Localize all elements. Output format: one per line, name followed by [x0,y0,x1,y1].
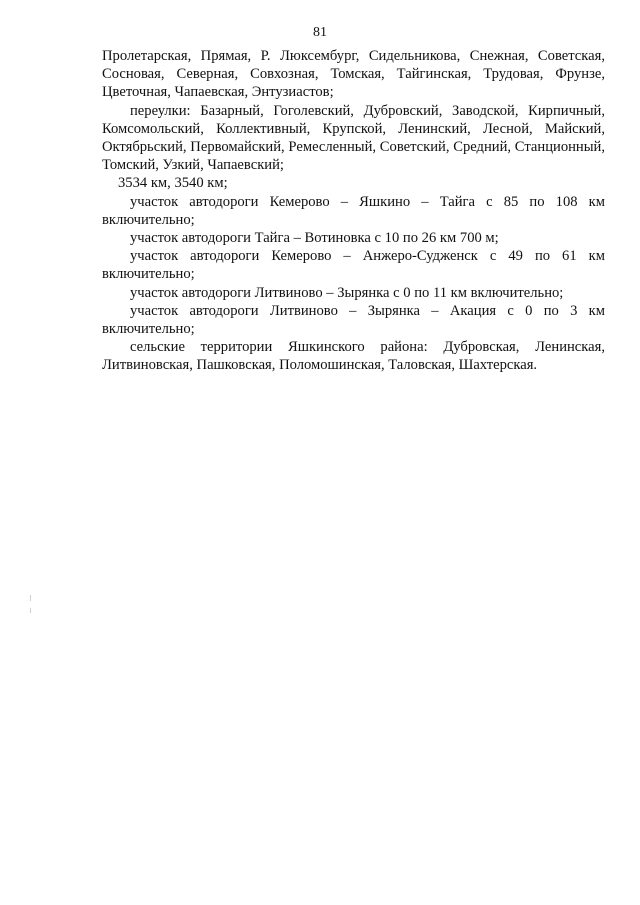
street-list-continuation: Пролетарская, Прямая, Р. Люксембург, Сидельникова, Снежная, Советская, Сосновая, Северная, Совхозная, Томская, Тайгинская, Трудовая, Фрунзе, Цветочная, Чапаевская, Энтузиастов; [102,48,605,101]
scan-margin-mark [30,608,31,613]
rural-territories: сельские территории Яшкинского района: Дубровская, Ленинская, Литвиновская, Пашковская, Поломошинская, Таловская, Шахтерская. [102,339,605,374]
road-section-kemerovo-yashkino-taiga: участок автодороги Кемерово – Яшкино – Тайга с 85 по 108 км включительно; [102,193,605,228]
lanes-list: переулки: Базарный, Гоголевский, Дубровский, Заводской, Кирпичный, Комсомольский, Коллективный, Крупской, Ленинский, Лесной, Майский, Октябрьский, Первомайский, Ремесленный, Советский, Средний, Станционный, Томский, Узкий, Чапаевский; [102,102,605,174]
scan-margin-mark [30,595,31,601]
railway-km-points: 3534 км, 3540 км; [118,175,228,192]
document-body [102,47,605,375]
road-section-litvinovo-zyryanka-akatsiya: участок автодороги Литвиново – Зырянка – Акация с 0 по 3 км включительно; [102,302,605,338]
road-section-kemerovo-anzhero-sudzhensk: участок автодороги Кемерово – Анжеро-Судженск с 49 по 61 км включительно; [102,248,605,283]
page-number: 81 [313,25,327,40]
road-section-litvinovo-zyryanka: участок автодороги Литвиново – Зырянка с 0 по 11 км включительно; [130,284,564,301]
road-section-taiga-votinovka: участок автодороги Тайга – Вотиновка с 10 по 26 км 700 м; [130,230,499,247]
